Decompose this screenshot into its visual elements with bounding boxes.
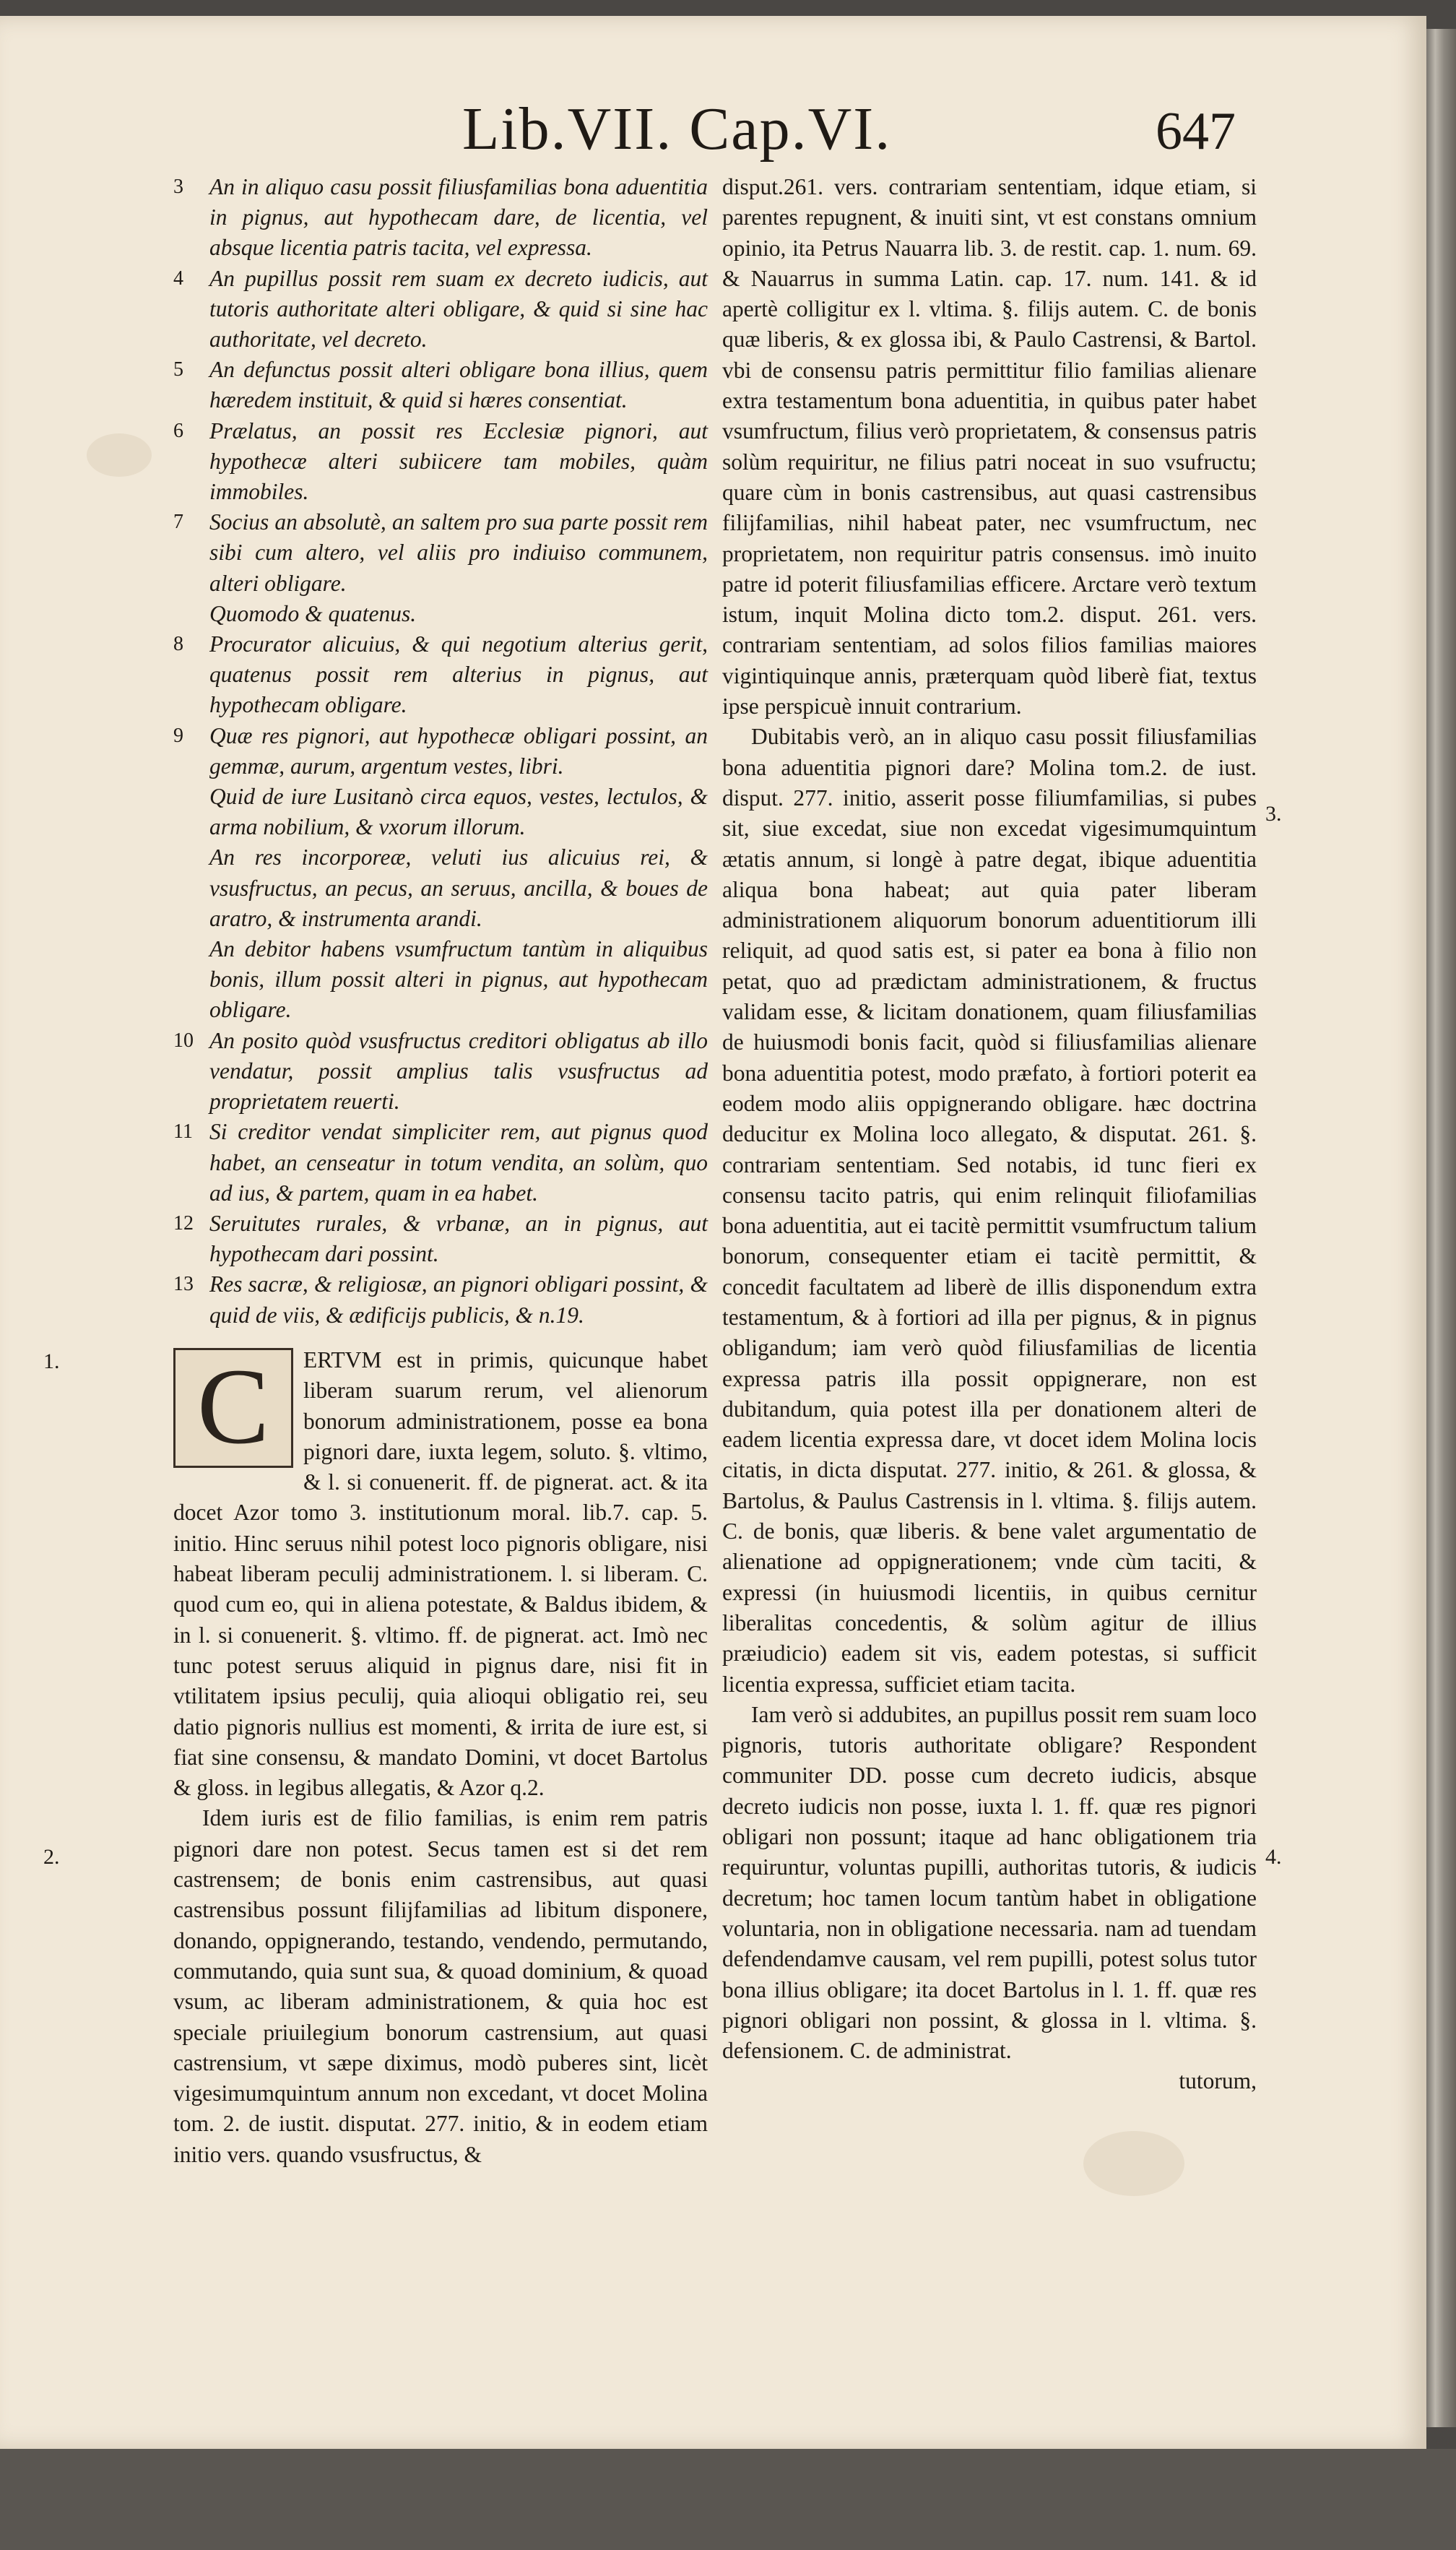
margin-number: 4. bbox=[1265, 1845, 1282, 1869]
summary-number: 4 bbox=[173, 267, 183, 290]
paragraph: Iam verò si addubites, an pupillus possit rem suam loco pignoris, tutoris authoritate obligare? Respondent communiter DD. posse cum decreto iudicis, absque decreto iudicis non posse, iuxta l. 1. ff. quæ res pignori obligari non possunt; itaque ad hanc obligationem tria requiruntur, voluntas pupilli, authoritas tutoris, & iudicis decretum; hoc tamen locum tantùm habet in obligatione voluntaria, non in obligatione necessaria. nam ad tuendam defendendamve causam, vel rem pupilli, potest solus tutor bona illius obligare; ita docet Bartolus in l. 1. ff. quæ res pignori obligari non possint, & glossa in l. vltima. §. defensionem. C. de administrat. bbox=[722, 1701, 1257, 2064]
summary-subitem: An res incorporeæ, veluti ius alicuius rei, & vsusfructus, an pecus, an seruus, ancilla, & boues de aratro, & instrumenta arandi. bbox=[209, 844, 708, 931]
summary-number: 3 bbox=[173, 176, 183, 198]
summary-number: 7 bbox=[173, 511, 183, 534]
running-title: Lib.VII. Cap.VI. bbox=[462, 95, 892, 163]
summary-text: Res sacræ, & religiosæ, an pignori obligari possint, & quid de viis, & ædificijs publicis, & n.19. bbox=[209, 1271, 708, 1328]
paragraph: disput.261. vers. contrariam sententiam, idque etiam, si parentes repugnent, & inuiti sint, vt est constans omnium opinio, ita Petrus Nauarra lib. 3. de restit. cap. 1. num. 69. & Nauarrus in summa Latin. cap. 17. num. 141. & id apertè colligitur ex l. vltima. §. filijs autem. C. de bonis quæ liberis, & ex glossa ibi, & Paulo Castrensi, & Bartol. vbi de consensu patris permittitur filio familias alienare extra testamentum bona aduentitia, in quibus pater habet vsumfructum, filius verò proprietatem, & consensus patris solùm requiritur, ne filius patri noceat in suo vsufructu; quare cùm in bonis castrensibus, aut quasi castrensibus filijfamilias, nihil habeat pater, nec vsumfructum, nec proprietatem, non requiritur patris consensus. imò inuito patre id poterit filiusfamilias efficere. Arctare verò textum istum, inquit Molina dicto tom.2. disput. 261. vers. contrariam sententiam, ad solos filios familias maiores vigintiquinque annis, præterquam quòd liberè fiat, textus ipse perspicuè innuit contrarium. bbox=[722, 174, 1257, 719]
summary-item bbox=[173, 172, 708, 264]
summary-number: 10 bbox=[173, 1029, 194, 1052]
foxing-stain bbox=[87, 433, 152, 477]
summary-text: Prælatus, an possit res Ecclesiæ pignori, aut hypothecæ alteri subiicere tam mobiles, quàm immobiles. bbox=[209, 418, 708, 505]
summary-item bbox=[173, 1026, 708, 1118]
summary-text: Si creditor vendat simpliciter rem, aut pignus quod habet, an censeatur in totum vendita, an solùm, quo ad ius, & partem, quam in ea habet. bbox=[209, 1119, 708, 1206]
summary-item bbox=[173, 1209, 708, 1269]
summary-number: 6 bbox=[173, 419, 183, 442]
paragraph: Idem iuris est de filio familias, is enim rem patris pignori dare non potest. Secus tamen est si det rem castrensem; de bonis enim castrensibus, aut quasi castrensibus possunt filijfamilias ad libitum disponere, donando, oppignerando, testando, vendendo, permutando, commutando, quia sunt sua, & quoad dominium, & quoad vsum, ac liberam administrationem, & quia hoc est speciale priuilegium bonorum castrensium, aut quasi castrensium, vt sæpe diximus, modò puberes sint, licèt vigesimumquintum annum non excedant, vt docet Molina tom. 2. de iustit. disputat. 277. initio, & in eodem etiam initio vers. quando vsusfructus, & bbox=[173, 1805, 708, 2167]
summary-text: Procurator alicuius, & qui negotium alterius gerit, quatenus possit rem alterius in pignus, aut hypothecam obligare. bbox=[209, 631, 708, 718]
summary-text: An posito quòd vsusfructus creditori obligatus ab illo vendatur, possit amplius talis vsusfructus ad proprietatem reuerti. bbox=[209, 1027, 708, 1115]
margin-number: 1. bbox=[43, 1349, 60, 1373]
summary-item bbox=[173, 416, 708, 508]
summary-text: An defunctus possit alteri obligare bona illius, quem hæredem instituit, & quid si hæres consentiat. bbox=[209, 357, 708, 413]
page-number: 647 bbox=[1156, 102, 1236, 161]
summary-item bbox=[173, 1269, 708, 1330]
margin-number: 2. bbox=[43, 1845, 60, 1869]
summary-item bbox=[173, 721, 708, 782]
background-table bbox=[0, 2449, 1456, 2550]
summary-item bbox=[173, 1117, 708, 1209]
summary-number: 12 bbox=[173, 1211, 194, 1235]
summary-text: Quæ res pignori, aut hypothecæ obligari possint, an gemmæ, aurum, argentum vestes, libri. bbox=[209, 722, 708, 779]
summary-item bbox=[173, 629, 708, 721]
summary-item bbox=[173, 264, 708, 355]
paragraph-text: ERTVM est in primis, quicunque habet liberam suarum rerum, vel alienorum bonorum administrationem, posse ea bona pignori dare, iuxta legem, soluto. §. vltimo, & l. si conuenerit. ff. de pignerat. act. & ita docet Azor tomo 3. institutionum moral. lib.7. cap. 5. initio. Hinc seruus nihil potest loco pignoris obligare, nisi habeat liberam peculij administrationem. l. si liberam. C. quod cum eo, qui in aliena potestate, & Baldus ibidem, & in l. si conuenerit. §. vltimo. ff. de pignerat. act. Imò nec tunc potest seruus aliquid in pignus dare, nisi fit in vtilitatem ipsius peculij, quia alioqui obligatio rei, seu datio pignoris nullius est momenti, & irrita de iure est, si fiat sine consensu, & mandato Domini, vt docet Bartolus & gloss. in legibus allegatis, & Azor q.2. bbox=[173, 1347, 708, 1801]
running-header bbox=[462, 94, 1257, 181]
right-column-body bbox=[722, 172, 1257, 2097]
summary-text: Seruitutes rurales, & vrbanæ, an in pignus, aut hypothecam dari possint. bbox=[209, 1210, 708, 1267]
decorated-initial: C bbox=[173, 1348, 293, 1468]
summary-number: 8 bbox=[173, 633, 183, 656]
summary-number: 5 bbox=[173, 358, 183, 381]
summary-subitem: An debitor habens vsumfructum tantùm in aliquibus bonis, illum possit alteri in pignus, aut hypothecam obligare. bbox=[209, 936, 708, 1023]
summary-subitem: Quid de iure Lusitanò circa equos, vestes, lectulos, & arma nobilium, & vxorum illorum. bbox=[209, 784, 708, 840]
summary-subitem: Quomodo & quatenus. bbox=[209, 600, 417, 626]
summary-item bbox=[173, 507, 708, 599]
summary-number: 9 bbox=[173, 724, 183, 747]
page-edge-stack bbox=[1426, 29, 1456, 2427]
left-column-body bbox=[173, 1345, 708, 2170]
summary-item bbox=[173, 355, 708, 415]
summary-text: Socius an absolutè, an saltem pro sua parte possit rem sibi cum altero, vel aliis pro indiuiso communem, alteri obligare. bbox=[209, 509, 708, 596]
summary-number: 11 bbox=[173, 1120, 193, 1144]
summary-number: 13 bbox=[173, 1273, 194, 1296]
chapter-summary bbox=[173, 172, 708, 1331]
summary-text: An pupillus possit rem suam ex decreto iudicis, aut tutoris authoritate alteri obligare, & quid si sine hac authoritate, vel decreto. bbox=[209, 265, 708, 353]
foxing-stain bbox=[1083, 2131, 1184, 2196]
margin-number: 3. bbox=[1265, 802, 1282, 826]
summary-text: An in aliquo casu possit filiusfamilias bona aduentitia in pignus, aut hypothecam dare, de licentia, vel absque licentia patris tacita, vel expressa. bbox=[209, 174, 708, 261]
paragraph bbox=[173, 1345, 708, 1803]
catchword: tutorum, bbox=[1179, 2068, 1257, 2094]
paragraph: Dubitabis verò, an in aliquo casu possit filiusfamilias bona aduentitia pignori dare? Molina tom.2. de iust. disput. 277. initio, asserit posse filiumfamilias, si pubes sit, siue excedat, siue non excedat vigesimumquintum ætatis annum, si longè à patre degat, ibique aduentitia aliqua bona habeat; aut quia pater liberam administrationem aliquorum bonorum aduentitiorum illi reliquit, ad quod satis est, si pater ea bona à filio non petat, quo ad prædictam administrationem, & fructus validam esse, & licitam donationem, quam filiusfamilias de huiusmodi bonis facit, quòd si filiusfamilias alienare bona aduentitia potest, modo præfato, à fortiori poterit ea eodem modo aliis oppignerando obligare. hæc doctrina deducitur ex Molina loco allegato, & disputat. 261. §. contrariam sententiam. Sed notabis, id tunc fieri ex consensu tacito patris, qui enim relinquit filiofamilias bona aduentitia, aut ei tacitè permittit vsumfructum talium bonorum, consequenter etiam ei tacitè permittit, & concedit facultatem ad liberè de illis disponendum extra testamentum, & à fortiori ad illa per pignus, & in pignus obligandum; iam verò quòd filiusfamilias de licentia expressa patris illa possit oppignerare, non est dubitandum, quia potest illa per donationem alteri de eadem licentia expressa dare, vt docet idem Molina locis citatis, in dicta disputat. 277. initio, & 261. & glossa, & Bartolus, & Paulus Castrensis in l. vltima. §. filijs autem. C. de bonis, quæ liberis. & bene valet argumentatio de alienatione ad oppignerationem; vnde cùm taciti, & expressi (in huiusmodi licentiis, in quibus cernitur liberalitas concedentis, & solùm agitur de illius præiudicio) eadem sit vis, eadem potestas, si sufficit licentia expressa, sufficiet etiam tacita. bbox=[722, 724, 1257, 1697]
